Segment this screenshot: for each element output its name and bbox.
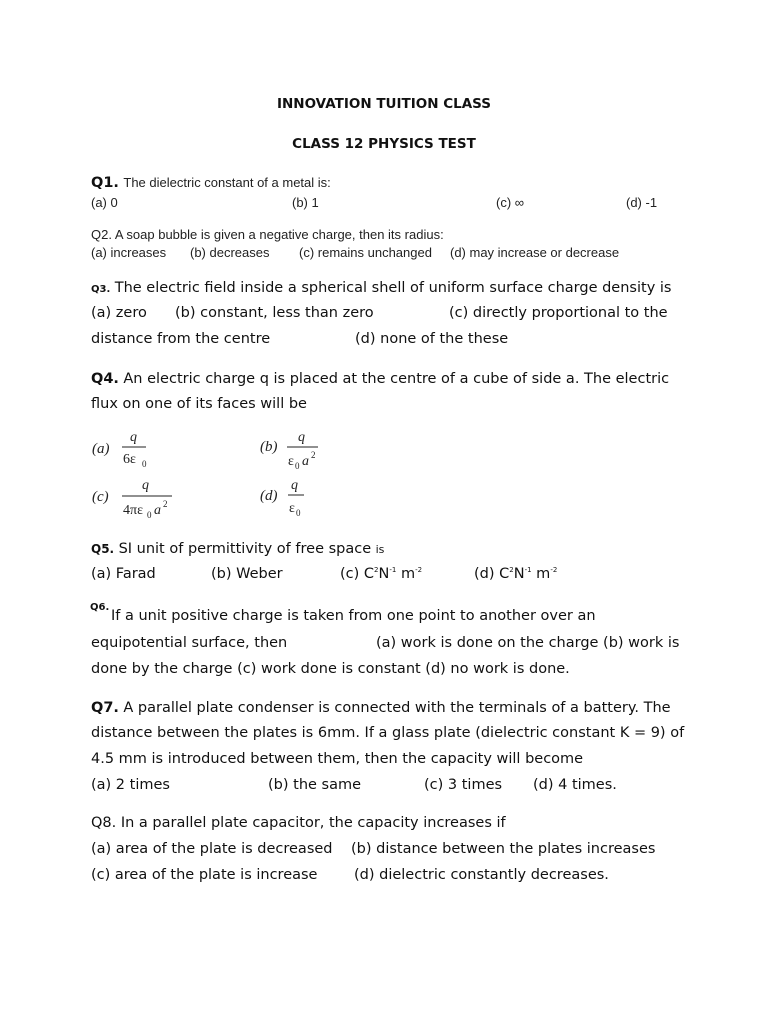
q6-text-line2a: equipotential surface, then [91,635,288,651]
q7-number: Q7. [91,700,119,716]
q3-option-a: (a) zero [91,305,147,321]
q4-option-b-den-tail: a [302,454,309,469]
institute-title: INNOVATION TUITION CLASS [276,96,492,112]
q7-line1 [91,699,671,717]
q5-text: SI unit of permittivity of free space [118,541,372,557]
q4-option-c-den: 4πε [123,503,143,518]
q6-number: Q6. [90,602,110,613]
q8-option-a: (a) area of the plate is decreased [91,841,333,857]
q7-option-d: (d) 4 times. [533,777,617,793]
q3-text: The electric field inside a spherical shell of uniform surface charge density is [114,280,672,296]
q4-option-c-num: q [142,478,149,493]
q5-option-c-sup3: -2 [415,566,423,575]
q4-option-b [258,425,358,475]
q4-option-a-num: q [130,430,137,445]
q4-text-line2: flux on one of its faces will be [91,396,307,412]
q4-option-c-den-sub: 0 [147,510,152,520]
q5-option-c-sup2: -1 [389,566,397,575]
q4-number: Q4. [91,371,119,387]
q4-text: An electric charge q is placed at the centre of a cube of side a. The electric [123,371,670,387]
q8-option-b: (b) distance between the plates increases [351,841,656,857]
q5-option-d-sup3: -2 [550,566,558,575]
q8-text: Q8. In a parallel plate capacitor, the capacity increases if [91,815,506,831]
q4-option-b-label: (b) [260,439,278,455]
q3-option-d: (d) none of the these [355,331,509,347]
test-title: CLASS 12 PHYSICS TEST [292,136,476,152]
q5-option-d-sup1: 2 [509,566,514,575]
q5-option-b: (b) Weber [211,566,283,582]
q4-option-d-num: q [291,478,298,493]
q3-option-b: (b) constant, less than zero [175,305,374,321]
q3-line [91,279,671,297]
q4-option-c [90,475,200,525]
q3-option-c: (c) directly proportional to the [449,305,668,321]
q4-line1 [91,370,669,388]
q8-option-d: (d) dielectric constantly decreases. [354,867,609,883]
q5-option-d-mid: N [513,566,525,582]
q4-option-d [258,475,338,525]
q2-option-c: (c) remains unchanged [299,245,432,260]
q5-option-c-mid: N [378,566,390,582]
q5-number: Q5. [91,542,115,556]
q2-option-b: (b) decreases [190,245,270,260]
q1-number: Q1. [91,175,119,191]
q7-text: A parallel plate condenser is connected with the terminals of a battery. The [123,700,671,716]
q2-option-a: (a) increases [91,245,167,260]
q3-option-c-cont: distance from the centre [91,331,271,347]
q4-option-c-den-sup: 2 [163,499,168,509]
q1-option-c: (c) ∞ [496,195,525,210]
q5-option-c-tail: m [396,566,416,582]
q4-option-a-den: 6ε [123,452,136,467]
q5-option-d-label: (d) C [474,566,510,582]
q5-option-d-sup2: -1 [524,566,532,575]
q6-text-line1: If a unit positive charge is taken from one point to another over an [111,608,596,624]
q5-option-d-tail: m [531,566,551,582]
q5-option-d [474,566,557,582]
q4-option-c-label: (c) [92,489,109,505]
q4-option-d-den: ε [289,501,295,516]
q4-option-a [90,425,190,475]
q4-option-a-den-sub: 0 [142,459,147,469]
q6-text-line2b: (a) work is done on the charge (b) work is [376,635,680,651]
q1-line [91,174,331,192]
q5-option-c [340,566,422,582]
q7-option-c: (c) 3 times [424,777,503,793]
q5-option-a: (a) Farad [91,566,156,582]
q2-option-d: (d) may increase or decrease [450,245,620,260]
q5-line [91,540,384,558]
q4-option-a-label: (a) [92,441,110,457]
q4-option-b-num: q [298,430,305,445]
q5-option-c-sup1: 2 [374,566,379,575]
q5-text-is: is [375,543,385,556]
q7-option-a: (a) 2 times [91,777,170,793]
q5-option-c-label: (c) C [340,566,375,582]
q1-text: The dielectric constant of a metal is: [123,175,331,190]
q7-text-line3: 4.5 mm is introduced between them, then the capacity will become [91,751,584,767]
q6-text-line3: done by the charge (c) work done is constant (d) no work is done. [91,661,570,677]
q4-option-c-den-tail: a [154,503,161,518]
q4-option-b-den: ε [288,454,294,469]
q4-option-b-den-sup: 2 [311,450,316,460]
q1-option-a: (a) 0 [91,195,118,210]
q4-option-b-den-sub: 0 [295,461,300,471]
q7-text-line2: distance between the plates is 6mm. If a glass plate (dielectric constant K = 9) of [91,725,685,741]
q2-text: Q2. A soap bubble is given a negative charge, then its radius: [91,227,444,242]
q1-option-b: (b) 1 [292,195,319,210]
q3-number: Q3. [91,284,111,295]
q1-option-d: (d) -1 [626,195,658,210]
q4-option-d-den-sub: 0 [296,508,301,518]
q8-option-c: (c) area of the plate is increase [91,867,318,883]
q7-option-b: (b) the same [268,777,362,793]
q4-option-d-label: (d) [260,488,278,504]
